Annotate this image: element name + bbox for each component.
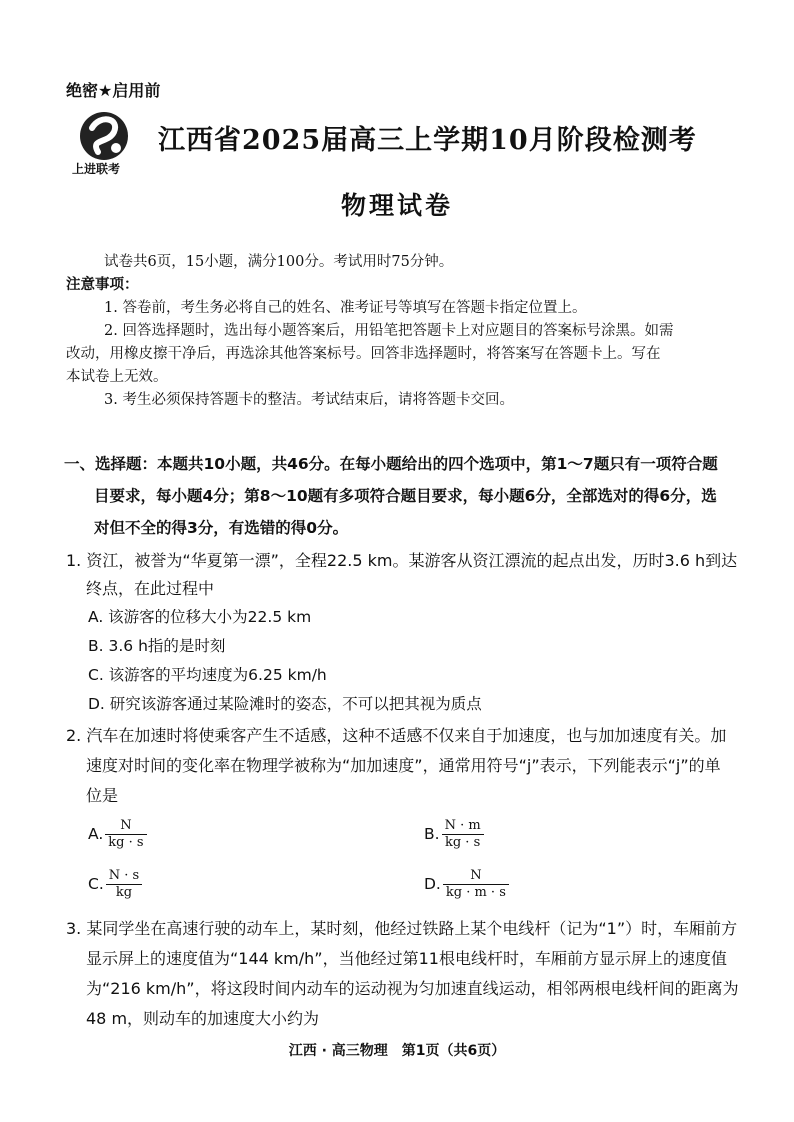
question-1-option-b: B. 3.6 h指的是时刻 bbox=[88, 637, 226, 655]
section-heading: 对但不全的得3分，有选错的得0分。 bbox=[94, 519, 349, 537]
notice-line: 2. 回答选择题时，选出每小题答案后，用铅笔把答题卡上对应题目的答案标号涂黑。如需 bbox=[104, 323, 674, 339]
unit-fraction bbox=[105, 818, 146, 851]
exam-intro: 试卷共6页，15小题，满分100分。考试用时75分钟。 bbox=[104, 254, 454, 270]
exam-subtitle: 物理试卷 bbox=[340, 191, 453, 220]
question-1-option-d: D. 研究该游客通过某险滩时的姿态，不可以把其视为质点 bbox=[88, 695, 482, 713]
notice-line: 本试卷上无效。 bbox=[66, 369, 168, 385]
question-2-option-d bbox=[424, 868, 509, 901]
question-3-text: 显示屏上的速度值为“144 km/h”，当他经过第11根电线杆时，车厢前方显示屏上的速度值 bbox=[86, 949, 727, 968]
logo-text: 上进联考 bbox=[72, 162, 121, 176]
question-3-text: 3. 某同学坐在高速行驶的动车上，某时刻，他经过铁路上某个电线杆（记为“1”）时，车厢前方 bbox=[66, 919, 738, 938]
fraction-denominator: kg · s bbox=[444, 835, 481, 850]
notice-line: 1. 答卷前，考生务必将自己的姓名、准考证号等填写在答题卡指定位置上。 bbox=[104, 300, 587, 316]
fraction-denominator: kg · m · s bbox=[445, 885, 506, 900]
exam-title: 江西省2025届高三上学期10月阶段检测考 bbox=[158, 125, 697, 156]
question-1-text: 终点，在此过程中 bbox=[86, 579, 215, 598]
option-label: A. bbox=[88, 825, 104, 843]
question-2-option-b bbox=[424, 818, 484, 851]
question-2-text: 速度对时间的变化率在物理学被称为“加加速度”，通常用符号“j”表示，下列能表示“j”的单 bbox=[86, 756, 721, 775]
section-heading: 一、选择题：本题共10小题，共46分。在每小题给出的四个选项中，第1～7题只有一项符合题 bbox=[64, 455, 718, 473]
fraction-denominator: kg · s bbox=[108, 835, 144, 850]
section-heading: 目要求，每小题4分；第8～10题有多项符合题目要求，每小题6分，全部选对的得6分，选 bbox=[94, 487, 717, 505]
question-3-text: 为“216 km/h”，将这段时间内动车的运动视为匀加速直线运动，相邻两根电线杆间的距离为 bbox=[86, 979, 739, 998]
notice-heading: 注意事项： bbox=[66, 277, 139, 293]
fraction-numerator: N bbox=[443, 868, 509, 885]
question-2-option-a bbox=[88, 818, 147, 851]
fraction-numerator: N · m bbox=[442, 818, 484, 835]
question-2-option-c bbox=[88, 868, 142, 901]
question-2-text: 位是 bbox=[86, 786, 119, 805]
confidential-label: 绝密★启用前 bbox=[66, 81, 161, 100]
notice-line: 改动，用橡皮擦干净后，再选涂其他答案标号。回答非选择题时，将答案写在答题卡上。写在 bbox=[66, 346, 661, 362]
unit-fraction bbox=[106, 868, 142, 901]
unit-fraction bbox=[443, 868, 509, 901]
question-1-text: 1. 资江，被誉为“华夏第一漂”，全程22.5 km。某游客从资江漂流的起点出发，历时3.6 h到达 bbox=[66, 551, 738, 570]
option-label: C. bbox=[88, 875, 104, 893]
question-1-option-a: A. 该游客的位移大小为22.5 km bbox=[88, 608, 312, 626]
unit-fraction bbox=[442, 818, 484, 851]
fraction-denominator: kg bbox=[115, 885, 133, 900]
fraction-numerator: N · s bbox=[106, 868, 142, 885]
option-label: B. bbox=[424, 825, 440, 843]
question-3-text: 48 m，则动车的加速度大小约为 bbox=[86, 1009, 320, 1028]
notice-line: 3. 考生必须保持答题卡的整洁。考试结束后，请将答题卡交回。 bbox=[104, 392, 514, 408]
fraction-numerator: N bbox=[105, 818, 146, 835]
option-label: D. bbox=[424, 875, 441, 893]
question-1-option-c: C. 该游客的平均速度为6.25 km/h bbox=[88, 666, 327, 684]
page-footer: 江西 · 高三物理 第1页（共6页） bbox=[288, 1043, 506, 1059]
question-2-text: 2. 汽车在加速时将使乘客产生不适感，这种不适感不仅来自于加速度，也与加加速度有关。加 bbox=[66, 726, 727, 745]
